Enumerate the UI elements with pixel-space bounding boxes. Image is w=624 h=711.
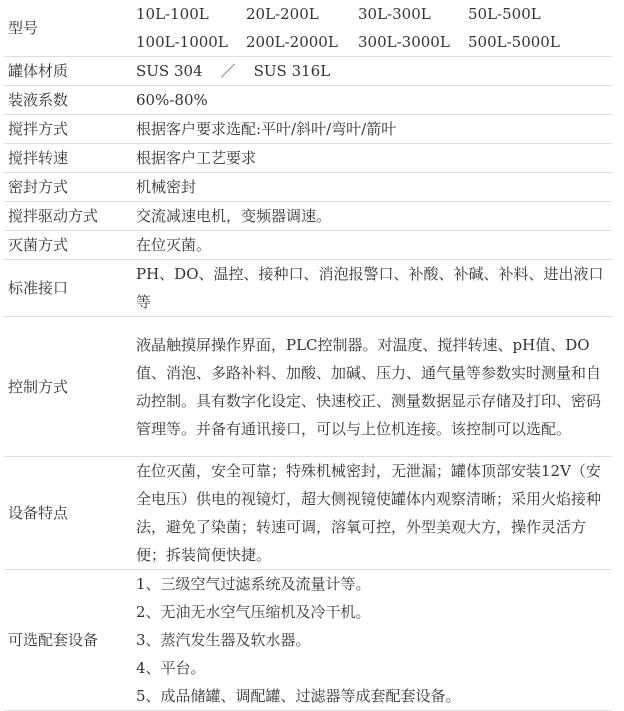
list-item: 3、蒸汽发生器及软水器。 — [136, 631, 311, 649]
row-seal — [4, 173, 612, 202]
model-option: 30L-300L — [358, 5, 431, 23]
row-label: 搅拌转速 — [4, 144, 134, 173]
material-option: SUS 316L — [253, 62, 331, 80]
row-label: 控制方式 — [4, 317, 134, 457]
row-optional-equipment — [4, 570, 612, 711]
spec-table — [4, 0, 612, 711]
material-option: SUS 304 — [136, 62, 203, 80]
row-label: 搅拌驱动方式 — [4, 202, 134, 231]
row-label: 密封方式 — [4, 173, 134, 202]
row-value: PH、DO、温控、接种口、消泡报警口、补酸、补碱、补料、进出液口等 — [134, 260, 612, 317]
row-drive — [4, 202, 612, 231]
row-stir-speed — [4, 144, 612, 173]
row-label: 可选配套设备 — [4, 570, 134, 711]
equipment-list — [134, 570, 612, 711]
row-label: 标准接口 — [4, 260, 134, 317]
row-fill-ratio — [4, 86, 612, 115]
row-label: 设备特点 — [4, 457, 134, 570]
row-label: 罐体材质 — [4, 57, 134, 86]
row-label: 装液系数 — [4, 86, 134, 115]
row-label: 搅拌方式 — [4, 115, 134, 144]
row-model — [4, 0, 612, 57]
row-value: 液晶触摸屏操作界面，PLC控制器。对温度、搅拌转速、pH值、DO值、消泡、多路补料、加酸、加碱、压力、通气量等参数实时测量和自动控制。具有数字化设定、快速校正、测量数据显示存储及打印、密码管理等。并备有通讯接口，可以与上位机连接。该控制可以选配。 — [134, 317, 612, 457]
row-value: 交流减速电机，变频器调速。 — [134, 202, 612, 231]
material-separator: ／ — [220, 62, 236, 80]
model-grid-cell — [134, 0, 612, 57]
row-value: 60%-80% — [134, 86, 612, 115]
model-grid — [136, 0, 612, 56]
row-value: 在位灭菌，安全可靠；特殊机械密封，无泄漏；罐体顶部安装12V（安全电压）供电的视镜灯，超大侧视镜使罐体内观察清晰；采用火焰接种法，避免了染菌；转速可调，溶氧可控，外型美观大方，操作灵活方便；拆装简便快捷。 — [134, 457, 612, 570]
row-label: 型号 — [4, 0, 134, 57]
list-item: 1、三级空气过滤系统及流量计等。 — [136, 575, 371, 593]
row-value: 根据客户工艺要求 — [134, 144, 612, 173]
model-option: 10L-100L — [136, 5, 209, 23]
row-material — [4, 57, 612, 86]
model-option: 100L-1000L — [136, 33, 228, 51]
row-control — [4, 317, 612, 457]
row-ports — [4, 260, 612, 317]
model-option: 300L-3000L — [358, 33, 450, 51]
model-option: 20L-200L — [246, 5, 319, 23]
model-option: 500L-5000L — [468, 33, 560, 51]
list-item: 5、成品储罐、调配罐、过滤器等成套配套设备。 — [136, 687, 461, 705]
row-label: 灭菌方式 — [4, 231, 134, 260]
row-value: 在位灭菌。 — [134, 231, 612, 260]
list-item: 4、平台。 — [136, 659, 206, 677]
model-option: 200L-2000L — [246, 33, 338, 51]
row-value: 机械密封 — [134, 173, 612, 202]
row-sterilization — [4, 231, 612, 260]
material-cell — [134, 57, 612, 86]
row-stir-mode — [4, 115, 612, 144]
model-option: 50L-500L — [468, 5, 541, 23]
list-item: 2、无油无水空气压缩机及冷干机。 — [136, 603, 371, 621]
row-value: 根据客户要求选配:平叶/斜叶/弯叶/箭叶 — [134, 115, 612, 144]
row-features — [4, 457, 612, 570]
